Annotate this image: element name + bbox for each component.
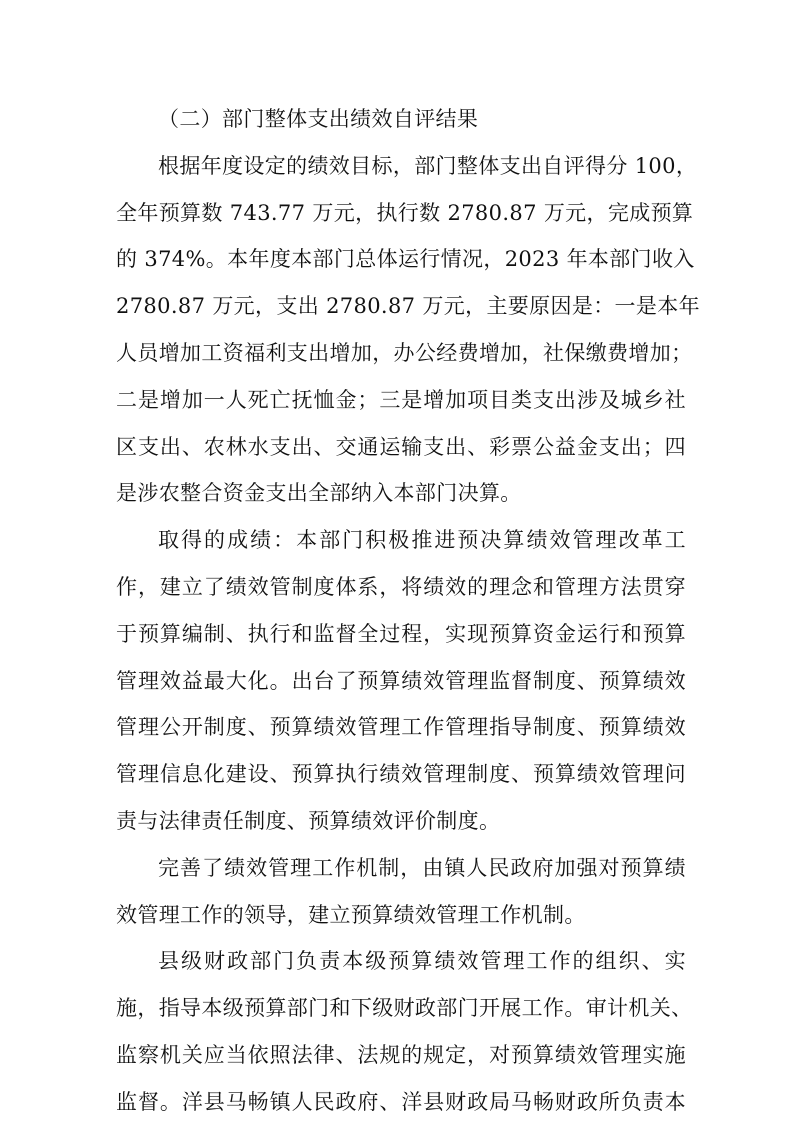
text-line: 2780.87 万元，支出 2780.87 万元，主要原因是：一是本年 [116,294,700,319]
section-heading: （二）部门整体支出绩效自评结果 [158,107,479,131]
text-line: 责与法律责任制度、预算绩效评价制度。 [116,808,501,833]
paragraph-budget-execution [116,143,700,517]
text-line: 管理信息化建设、预算执行绩效管理制度、预算绩效管理问 [116,762,686,787]
text-line: 是涉农整合资金支出全部纳入本部门决算。 [116,481,522,506]
paragraph-mechanism [116,845,686,939]
text-line: 效管理工作的领导，建立预算绩效管理工作机制。 [116,902,586,927]
document-body [116,96,700,1126]
text-line: 作，建立了绩效管制度体系，将绩效的理念和管理方法贯穿 [116,574,686,599]
text-line: 根据年度设定的绩效目标，部门整体支出自评得分 100， [158,153,698,178]
text-line: 二是增加一人死亡抚恤金；三是增加项目类支出涉及城乡社 [116,387,686,412]
paragraph-responsibilities [116,938,693,1125]
text-line: 县级财政部门负责本级预算绩效管理工作的组织、实 [158,949,686,974]
paragraph-achievements [116,517,686,845]
text-line: 监督。洋县马畅镇人民政府、洋县财政局马畅财政所负责本 [116,1089,686,1114]
text-line: 全年预算数 743.77 万元，执行数 2780.87 万元，完成预算 [116,200,694,225]
text-line: 区支出、农林水支出、交通运输支出、彩票公益金支出；四 [116,434,686,459]
text-line: 的 374%。本年度本部门总体运行情况，2023 年本部门收入 [116,247,695,272]
text-line: 监察机关应当依照法律、法规的规定，对预算绩效管理实施 [116,1042,686,1067]
text-line: 管理公开制度、预算绩效管理工作管理指导制度、预算绩效 [116,715,686,740]
text-line: 人员增加工资福利支出增加，办公经费增加，社保缴费增加； [116,340,693,365]
text-line: 取得的成绩：本部门积极推进预决算绩效管理改革工 [158,528,686,553]
text-line: 施，指导本级预算部门和下级财政部门开展工作。审计机关、 [116,996,693,1021]
text-line: 完善了绩效管理工作机制，由镇人民政府加强对预算绩 [158,855,686,880]
text-line: 于预算编制、执行和监督全过程，实现预算资金运行和预算 [116,621,686,646]
text-line: 管理效益最大化。出台了预算绩效管理监督制度、预算绩效 [116,668,686,693]
